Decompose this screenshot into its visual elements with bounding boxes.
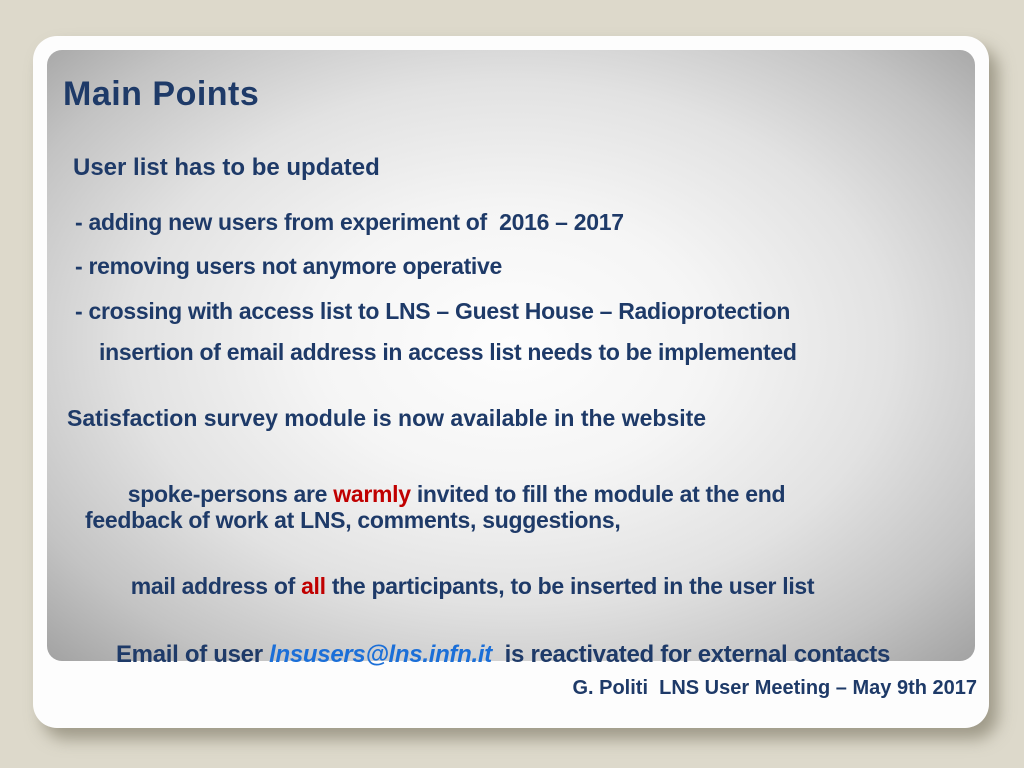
email-line-prefix: Email of user: [115, 641, 270, 669]
slide-title: Main Points: [63, 75, 260, 113]
warmly-emphasis: warmly: [333, 481, 411, 508]
mail-address-text-end: the participants, to be inserted in the user list: [325, 573, 815, 600]
feedback-line: feedback of work at LNS, comments, suggestions,: [85, 507, 621, 533]
bullet-adding-users: - adding new users from experiment of 2016 – 2017: [75, 209, 624, 235]
access-list-subnote: insertion of email address in access list needs to be implemented: [99, 339, 797, 365]
slide-frame: [33, 36, 989, 728]
slide-footer-credit: G. Politi LNS User Meeting – May 9th 2017: [572, 677, 977, 699]
user-list-heading: User list has to be updated: [73, 154, 380, 181]
slide-content-panel: [47, 50, 975, 669]
email-line-suffix: is reactivated for external contacts: [491, 641, 891, 669]
bullet-crossing-access-list: - crossing with access list to LNS – Guest House – Radioprotection: [75, 298, 791, 324]
bullet-removing-users: - removing users not anymore operative: [75, 253, 503, 279]
email-address-link[interactable]: lnsusers@lns.infn.it: [269, 641, 492, 669]
spoke-persons-text-end: invited to fill the module at the end: [410, 481, 786, 508]
mail-address-text: mail address of: [130, 573, 302, 600]
all-emphasis: all: [301, 573, 326, 600]
spoke-persons-text: spoke-persons are: [127, 481, 334, 508]
survey-heading: Satisfaction survey module is now available in the website: [67, 405, 707, 431]
mail-address-line: [82, 549, 814, 625]
